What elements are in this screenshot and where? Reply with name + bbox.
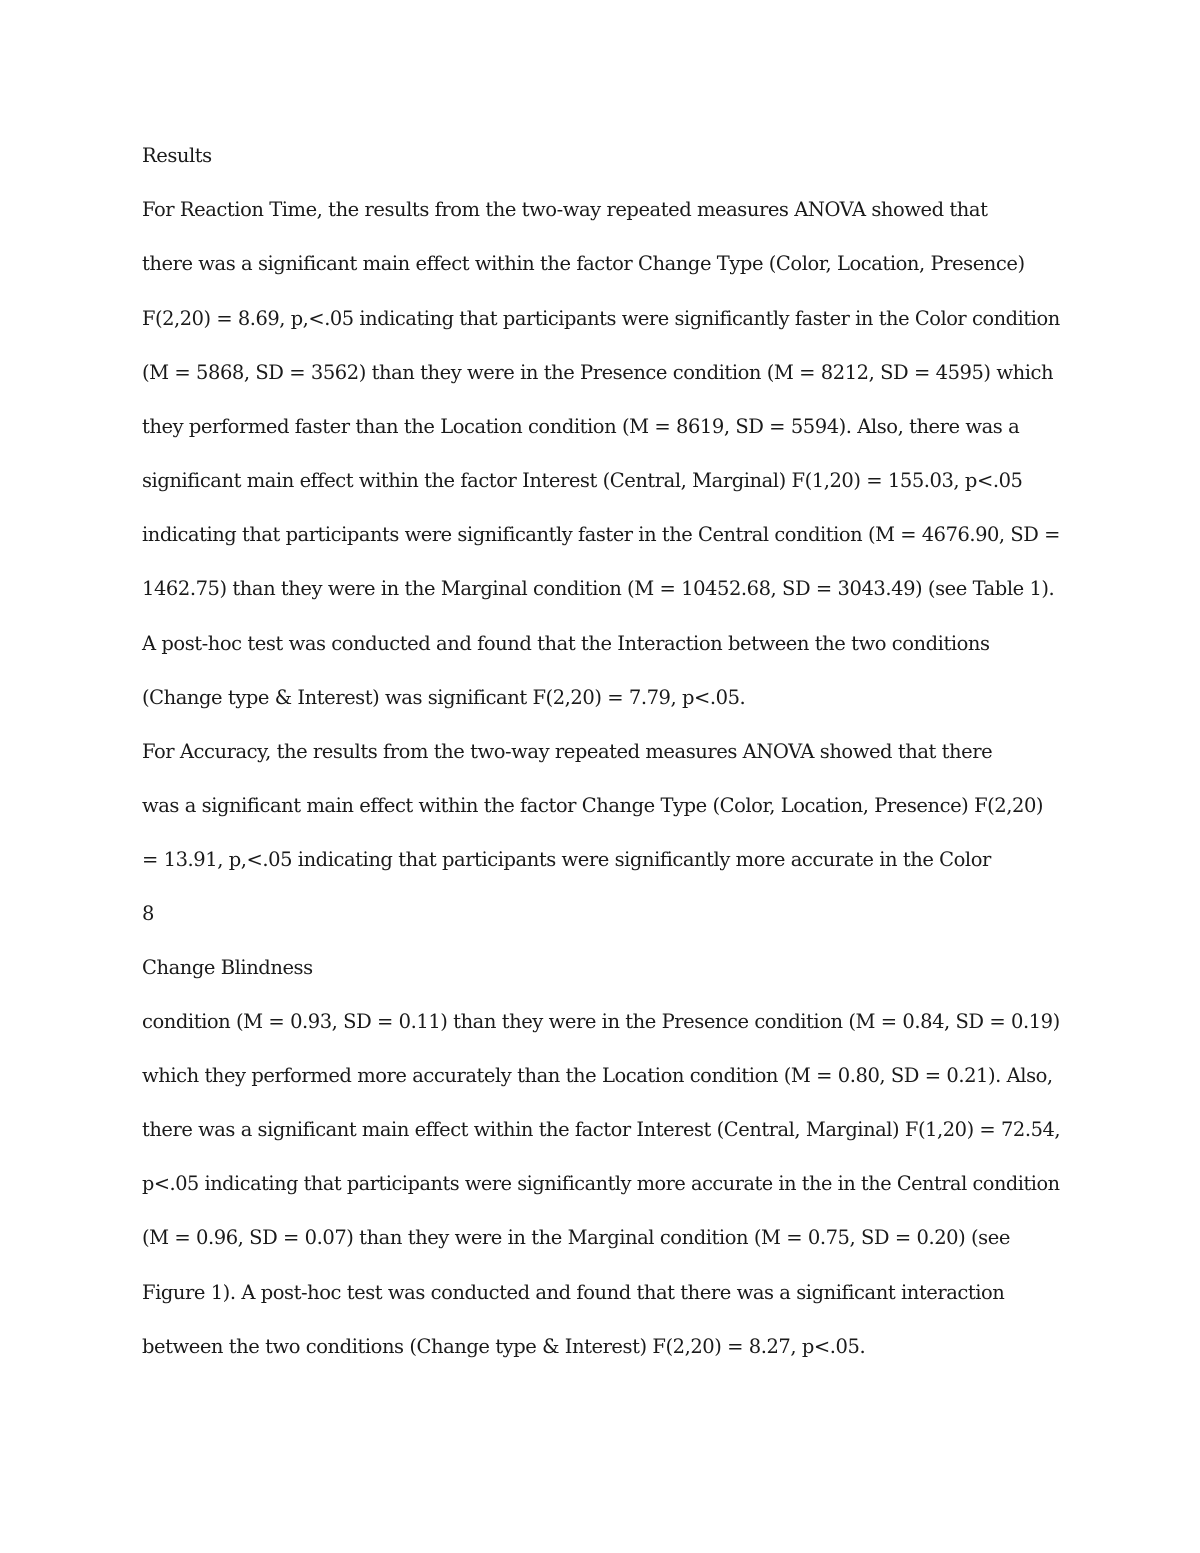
- text-line: condition (M = 0.93, SD = 0.11) than they were in the Presence condition (M = 0.84, SD = 0.19): [142, 1010, 1060, 1033]
- text-line: p<.05 indicating that participants were significantly more accurate in the in the Central condition: [142, 1172, 1060, 1195]
- text-line: was a significant main effect within the factor Change Type (Color, Location, Presence) F(2,20): [142, 794, 1044, 817]
- text-line: which they performed more accurately than the Location condition (M = 0.80, SD = 0.21). Also,: [142, 1064, 1053, 1087]
- text-line: For Reaction Time, the results from the two-way repeated measures ANOVA showed that: [142, 198, 988, 221]
- text-line: = 13.91, p,<.05 indicating that participants were significantly more accurate in the Color: [142, 848, 991, 871]
- text-line: there was a significant main effect within the factor Interest (Central, Marginal) F(1,20) = 72.54,: [142, 1118, 1061, 1141]
- text-line: indicating that participants were significantly faster in the Central condition (M = 4676.90, SD =: [142, 523, 1060, 546]
- text-line: there was a significant main effect within the factor Change Type (Color, Location, Presence): [142, 252, 1025, 275]
- text-line: Figure 1). A post-hoc test was conducted and found that there was a significant interaction: [142, 1281, 1005, 1304]
- running-head: Change Blindness: [142, 956, 313, 979]
- text-line: For Accuracy, the results from the two-way repeated measures ANOVA showed that there: [142, 740, 993, 763]
- page-number: 8: [142, 902, 154, 925]
- text-line: 1462.75) than they were in the Marginal condition (M = 10452.68, SD = 3043.49) (see Table 1).: [142, 577, 1055, 600]
- text-line: significant main effect within the factor Interest (Central, Marginal) F(1,20) = 155.03, p<.05: [142, 469, 1023, 492]
- text-line: they performed faster than the Location condition (M = 8619, SD = 5594). Also, there was a: [142, 415, 1020, 438]
- section-heading: Results: [142, 144, 212, 167]
- text-line: F(2,20) = 8.69, p,<.05 indicating that participants were significantly faster in the Color condition: [142, 307, 1060, 330]
- text-line: A post-hoc test was conducted and found that the Interaction between the two conditions: [142, 632, 990, 655]
- text-line: (M = 0.96, SD = 0.07) than they were in the Marginal condition (M = 0.75, SD = 0.20) (see: [142, 1226, 1010, 1249]
- text-line: between the two conditions (Change type & Interest) F(2,20) = 8.27, p<.05.: [142, 1335, 866, 1358]
- text-line: (M = 5868, SD = 3562) than they were in the Presence condition (M = 8212, SD = 4595) which: [142, 361, 1054, 384]
- text-line: (Change type & Interest) was significant F(2,20) = 7.79, p<.05.: [142, 686, 746, 709]
